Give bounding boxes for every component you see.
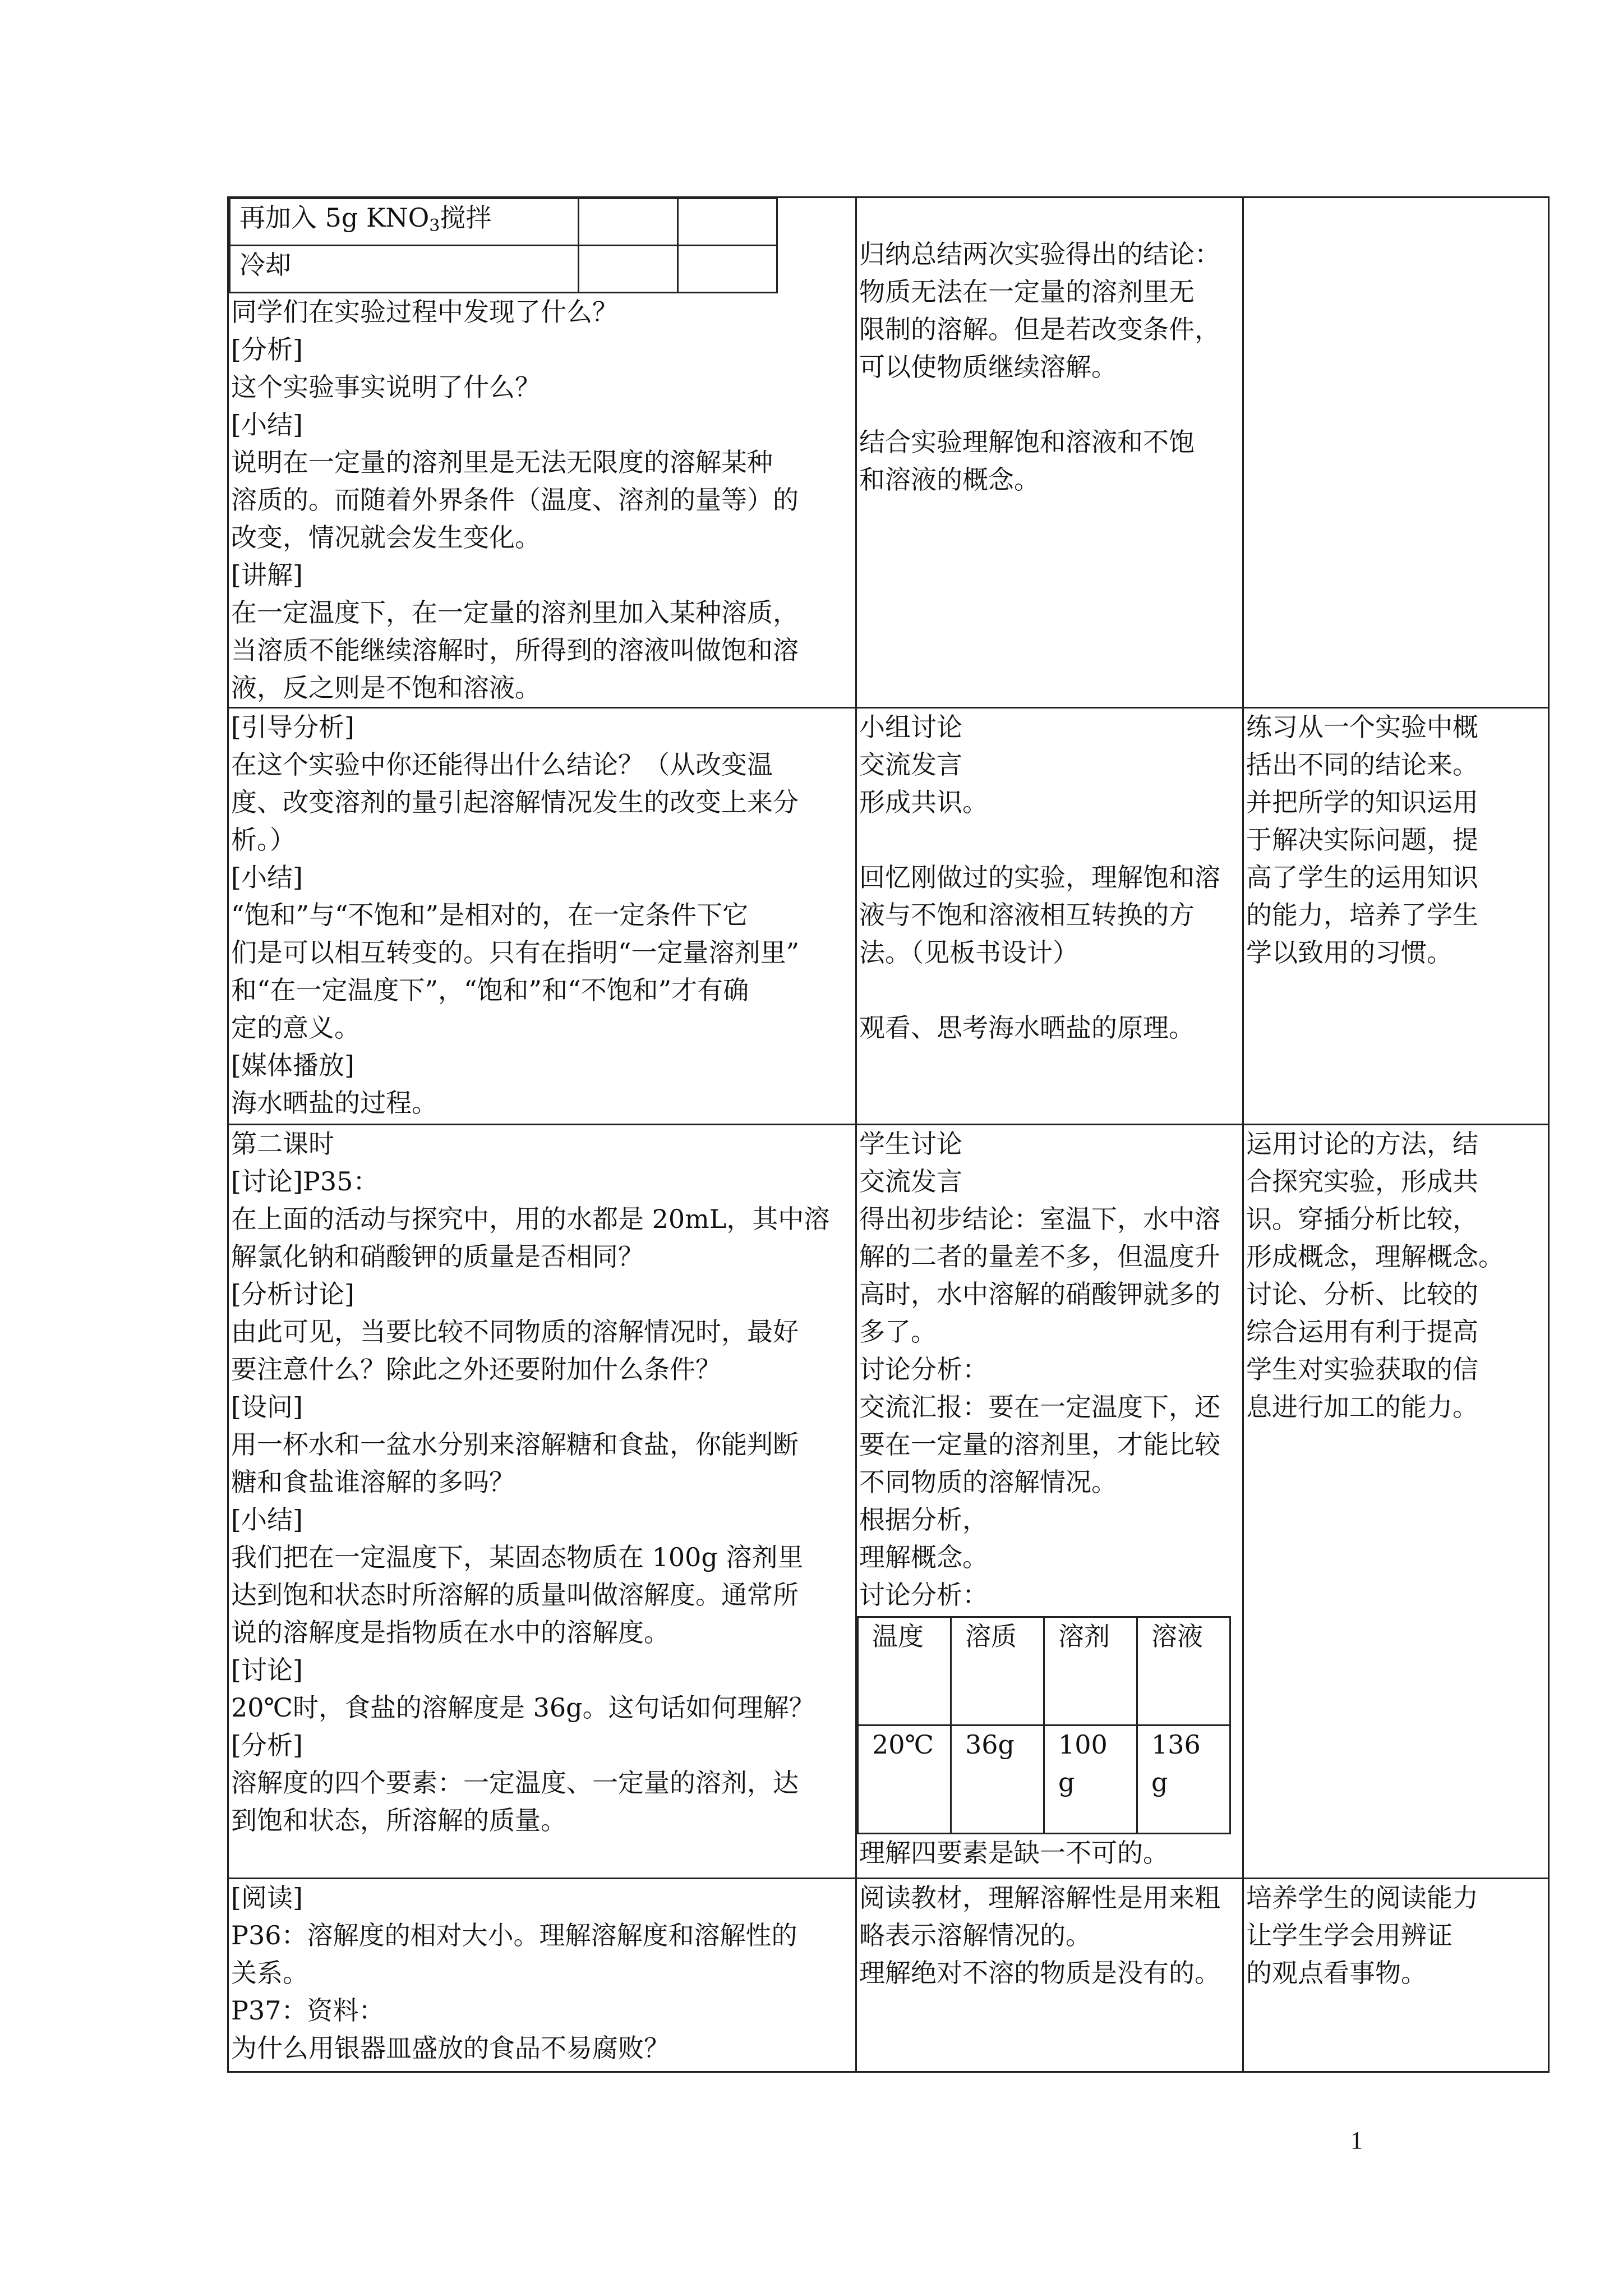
text-line: 讨论分析：: [859, 1580, 988, 1610]
row2-intent-text: [1246, 708, 1546, 972]
text-line: 定的意义。: [231, 1013, 360, 1043]
mini-table-cell: [678, 246, 777, 293]
text-line: 多了。: [859, 1317, 937, 1347]
text-line: 识。穿插分析比较，: [1246, 1204, 1478, 1234]
text-line: 要在一定量的溶剂里，才能比较: [859, 1429, 1220, 1460]
text-line: 小组讨论: [859, 712, 962, 742]
text-line: 交流汇报：要在一定温度下，还: [859, 1392, 1220, 1422]
text-line: 法。（见板书设计）: [859, 937, 1078, 968]
text-line: 改变，情况就会发生变化。: [231, 522, 541, 553]
text-line: 综合运用有利于提高: [1246, 1317, 1478, 1347]
mini-table-cell: [579, 246, 678, 293]
text-line: 20℃时，食盐的溶解度是 36g。这句话如何理解？: [231, 1692, 815, 1723]
row1-teacher-text: [231, 293, 853, 707]
sol-value-cell: 136g: [1137, 1726, 1230, 1834]
row3-teacher-activity: [228, 1125, 856, 1879]
text-line: 限制的溶解。但是若改变条件，: [859, 314, 1220, 344]
text-line: 学生对实验获取的信: [1246, 1354, 1478, 1384]
row4-teacher-activity: [228, 1879, 856, 2072]
text-line: [设问]: [231, 1392, 303, 1422]
sol-value-cell: 100g: [1044, 1726, 1137, 1834]
text-line: 为什么用银器皿盛放的食品不易腐败？: [231, 2033, 670, 2063]
text-line: 和溶液的概念。: [859, 464, 1040, 495]
experiment-mini-table: [229, 197, 778, 293]
text-line: 根据分析，: [859, 1504, 988, 1535]
text-line: P37：资料：: [231, 1995, 385, 2026]
sol-value-cell: 36g: [951, 1726, 1044, 1834]
table-row-2: [228, 708, 1549, 1125]
text-line: 练习从一个实验中概: [1246, 712, 1478, 742]
mini-label-text: 再加入 5g KNO: [239, 203, 430, 233]
text-line: [小结]: [231, 862, 303, 892]
text-line: 糖和食盐谁溶解的多吗？: [231, 1467, 515, 1497]
row1-student-text: [859, 236, 1240, 499]
lesson-plan-table: [227, 196, 1550, 2073]
text-line: [讨论]P35：: [231, 1166, 379, 1197]
text-line: 解的二者的量差不多，但温度升: [859, 1241, 1220, 1272]
row3-student-conclusion: 理解四要素是缺一不可的。: [859, 1838, 1169, 1868]
text-line: [媒体播放]: [231, 1050, 354, 1080]
text-line: 要注意什么？除此之外还要附加什么条件？: [231, 1354, 721, 1384]
mini-label-suffix: 搅拌: [440, 203, 492, 233]
text-line: “饱和”与“不饱和”是相对的，在一定条件下它: [231, 900, 749, 930]
row4-student-text: [859, 1879, 1240, 1992]
text-line: [859, 386, 1240, 424]
text-line: 用一杯水和一盆水分别来溶解糖和食盐，你能判断: [231, 1429, 799, 1460]
text-line: 的观点看事物。: [1246, 1958, 1427, 1988]
row2-teacher-activity: [228, 708, 856, 1125]
mini-table-row: [230, 199, 777, 246]
text-line: 度、改变溶剂的量引起溶解情况发生的改变上来分: [231, 787, 799, 817]
text-line: 回忆刚做过的实验，理解饱和溶: [859, 862, 1220, 892]
sol-header-cell: 溶液: [1137, 1617, 1230, 1726]
text-line: 和“在一定温度下”，“饱和”和“不饱和”才有确: [231, 975, 749, 1005]
text-line: 讨论、分析、比较的: [1246, 1279, 1478, 1309]
row3-design-intent: [1243, 1125, 1549, 1879]
row1-student-activity: [856, 197, 1243, 708]
text-line: 学生讨论: [859, 1129, 962, 1159]
row4-student-activity: [856, 1879, 1243, 2072]
row3-student-activity: [856, 1125, 1243, 1879]
text-line: 观看、思考海水晒盐的原理。: [859, 1013, 1195, 1043]
row2-student-text: [859, 708, 1240, 1047]
text-line: 液与不饱和溶液相互转换的方: [859, 900, 1195, 930]
text-line: [讨论]: [231, 1655, 303, 1685]
row2-design-intent: [1243, 708, 1549, 1125]
mini-table-cell: [579, 199, 678, 246]
sol-header-cell: 溶剂: [1044, 1617, 1137, 1726]
text-line: 理解绝对不溶的物质是没有的。: [859, 1958, 1220, 1988]
text-line: 解氯化钠和硝酸钾的质量是否相同？: [231, 1241, 644, 1272]
text-line: 到饱和状态，所溶解的质量。: [231, 1805, 566, 1835]
text-line: [小结]: [231, 409, 303, 440]
text-line: 合探究实验，形成共: [1246, 1166, 1478, 1197]
text-line: 于解决实际问题，提: [1246, 825, 1478, 855]
text-line: 说的溶解度是指物质在水中的溶解度。: [231, 1617, 670, 1648]
text-line: 略表示溶解情况的。: [859, 1920, 1091, 1950]
text-line: 得出初步结论：室温下，水中溶: [859, 1204, 1220, 1234]
text-line: 达到饱和状态时所溶解的质量叫做溶解度。通常所: [231, 1580, 799, 1610]
text-line: [分析]: [231, 334, 303, 365]
mini-label-text: 冷却: [239, 250, 291, 280]
text-line: 当溶质不能继续溶解时，所得到的溶液叫做饱和溶: [231, 635, 799, 665]
text-line: 学以致用的习惯。: [1246, 937, 1453, 968]
text-line: 我们把在一定温度下，某固态物质在 100g 溶剂里: [231, 1542, 804, 1572]
sol-value-cell: 20℃: [858, 1726, 951, 1834]
text-line: 括出不同的结论来。: [1246, 749, 1478, 780]
text-line: 讨论分析：: [859, 1354, 988, 1384]
text-line: 在一定温度下，在一定量的溶剂里加入某种溶质，: [231, 597, 799, 628]
mini-table-row: [230, 246, 777, 293]
row1-teacher-activity: [228, 197, 856, 708]
solubility-elements-table: [857, 1616, 1231, 1834]
text-line: [小结]: [231, 1504, 303, 1535]
row3-intent-text: [1246, 1125, 1546, 1426]
text-line: 交流发言: [859, 749, 962, 780]
text-line: 并把所学的知识运用: [1246, 787, 1478, 817]
text-line: 析。）: [231, 825, 296, 855]
row1-design-intent: [1243, 197, 1549, 708]
text-line: [分析]: [231, 1730, 303, 1760]
text-line: 在上面的活动与探究中，用的水都是 20mL，其中溶: [231, 1204, 830, 1234]
text-line: 的能力，培养了学生: [1246, 900, 1478, 930]
text-line: 交流发言: [859, 1166, 962, 1197]
mini-table-cell: [678, 199, 777, 246]
row4-teacher-text: [231, 1879, 853, 2067]
mini-table-label-cell: [230, 199, 579, 246]
row3-student-text: [859, 1125, 1240, 1614]
text-line: 运用讨论的方法，结: [1246, 1129, 1478, 1159]
text-line: 不同物质的溶解情况。: [859, 1467, 1117, 1497]
text-line: [阅读]: [231, 1883, 303, 1913]
page-number: 1: [1350, 2127, 1363, 2154]
text-line: P36：溶解度的相对大小。理解溶解度和溶解性的: [231, 1920, 797, 1950]
sol-header-cell: 溶质: [951, 1617, 1044, 1726]
text-line: 形成概念，理解概念。: [1246, 1241, 1504, 1272]
text-line: 同学们在实验过程中发现了什么？: [231, 297, 618, 327]
text-line: 结合实验理解饱和溶液和不饱: [859, 427, 1195, 457]
text-line: 培养学生的阅读能力: [1246, 1883, 1478, 1913]
text-line: 理解概念。: [859, 1542, 988, 1572]
row2-teacher-text: [231, 708, 853, 1122]
text-line: 归纳总结两次实验得出的结论：: [859, 239, 1220, 269]
text-line: 这个实验事实说明了什么？: [231, 372, 541, 402]
text-line: 溶质的。而随着外界条件（温度、溶剂的量等）的: [231, 485, 799, 515]
text-line: 可以使物质继续溶解。: [859, 352, 1117, 382]
row3-teacher-text: [231, 1125, 853, 1839]
mini-table-label-cell: [230, 246, 579, 293]
text-line: 海水晒盐的过程。: [231, 1088, 437, 1118]
row2-student-activity: [856, 708, 1243, 1125]
text-line: [引导分析]: [231, 712, 354, 742]
text-line: 物质无法在一定量的溶剂里无: [859, 277, 1195, 307]
text-line: 形成共识。: [859, 787, 988, 817]
text-line: [859, 821, 1240, 859]
sol-header-cell: 温度: [858, 1617, 951, 1726]
text-line: 息进行加工的能力。: [1246, 1392, 1478, 1422]
text-line: 第二课时: [231, 1129, 334, 1159]
text-line: [859, 972, 1240, 1009]
text-line: 们是可以相互转变的。只有在指明“一定量溶剂里”: [231, 937, 800, 968]
text-line: 溶解度的四个要素：一定温度、一定量的溶剂，达: [231, 1768, 799, 1798]
text-line: 液，反之则是不饱和溶液。: [231, 673, 541, 703]
text-line: 高了学生的运用知识: [1246, 862, 1478, 892]
text-line: 在这个实验中你还能得出什么结论？（从改变温: [231, 749, 773, 780]
text-line: 让学生学会用辨证: [1246, 1920, 1453, 1950]
text-line: 关系。: [231, 1958, 308, 1988]
text-line: 高时，水中溶解的硝酸钾就多的: [859, 1279, 1220, 1309]
text-line: 说明在一定量的溶剂里是无法无限度的溶解某种: [231, 447, 773, 477]
text-line: 由此可见，当要比较不同物质的溶解情况时，最好: [231, 1317, 799, 1347]
table-row-1: [228, 197, 1549, 708]
text-line: [分析讨论]: [231, 1279, 354, 1309]
table-row-3: [228, 1125, 1549, 1879]
text-line: 阅读教材，理解溶解性是用来粗: [859, 1883, 1220, 1913]
row4-design-intent: [1243, 1879, 1549, 2072]
text-line: [讲解]: [231, 560, 303, 590]
row4-intent-text: [1246, 1879, 1546, 1992]
subscript-text: 3: [429, 216, 440, 236]
table-row-4: [228, 1879, 1549, 2072]
